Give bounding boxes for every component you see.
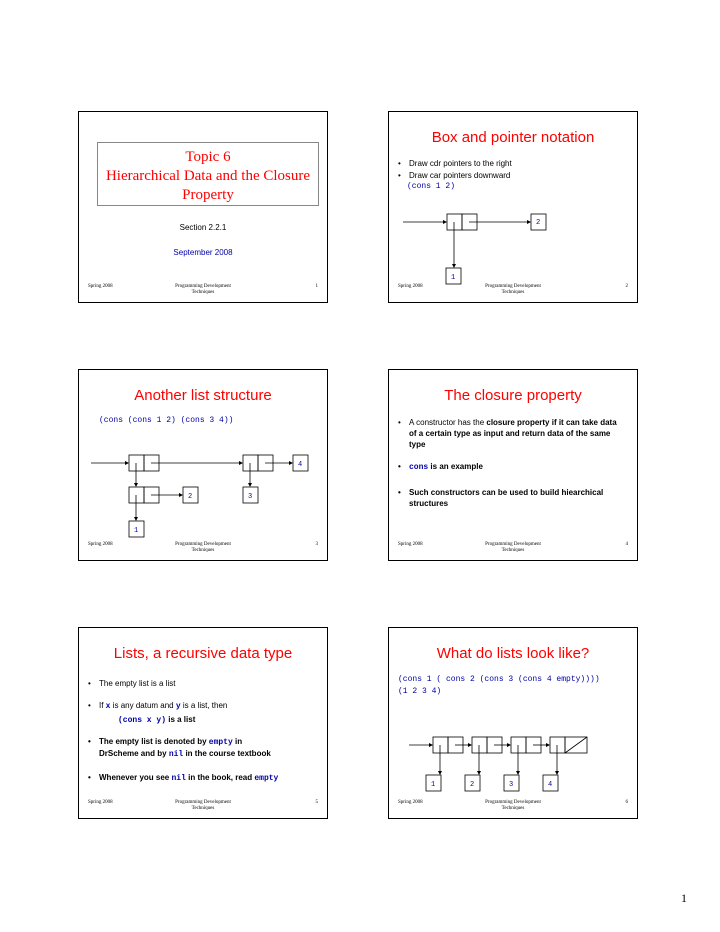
footer-mid-1: Programming Development bbox=[175, 542, 231, 547]
footer-page-number: 5 bbox=[315, 800, 318, 805]
bullet-2 bbox=[398, 461, 626, 473]
footer-mid-2: Techniques bbox=[501, 290, 525, 295]
footer-left: Spring 2008 bbox=[88, 800, 113, 805]
bullet-1-text: Draw cdr pointers to the right bbox=[409, 159, 512, 168]
b3-b: in bbox=[232, 737, 243, 746]
bullet-dot: • bbox=[88, 701, 91, 710]
slide-2 bbox=[388, 111, 638, 303]
bullet-dot: • bbox=[88, 679, 91, 688]
bullet-1-text: The empty list is a list bbox=[99, 679, 176, 688]
footer-page-number: 3 bbox=[315, 542, 318, 547]
b3-code2: nil bbox=[168, 750, 184, 759]
footer-page-number: 1 bbox=[315, 284, 318, 289]
nested-list-diagram bbox=[79, 370, 327, 560]
footer-left: Spring 2008 bbox=[398, 542, 423, 547]
value-2-label: 2 bbox=[188, 493, 193, 501]
slide-5 bbox=[78, 627, 328, 819]
footer-mid-2: Techniques bbox=[191, 290, 215, 295]
b3-a: The empty list is denoted by bbox=[99, 737, 209, 746]
list-value-2: 2 bbox=[470, 781, 475, 789]
footer-mid bbox=[79, 284, 327, 296]
page-number: 1 bbox=[681, 891, 687, 905]
bullet-3 bbox=[88, 736, 318, 760]
bullet-dot: • bbox=[398, 171, 401, 180]
footer-mid-1: Programming Development bbox=[485, 800, 541, 805]
footer-left: Spring 2008 bbox=[88, 542, 113, 547]
footer-page-number: 4 bbox=[625, 542, 628, 547]
list-value-1: 1 bbox=[431, 781, 436, 789]
b4-code2: empty bbox=[254, 774, 279, 783]
b2-c: is a list, then bbox=[180, 701, 228, 710]
footer-mid-2: Techniques bbox=[501, 806, 525, 811]
code-line-2: (1 2 3 4) bbox=[398, 687, 442, 696]
bullet-2-text: is an example bbox=[428, 462, 483, 471]
bullet-3 bbox=[398, 487, 626, 509]
footer-left: Spring 2008 bbox=[398, 284, 423, 289]
footer-page-number: 2 bbox=[625, 284, 628, 289]
footer-mid-1: Programming Development bbox=[175, 284, 231, 289]
b4-code1: nil bbox=[171, 774, 186, 783]
list-value-3: 3 bbox=[509, 781, 514, 789]
code-line: (cons 1 2) bbox=[407, 182, 456, 191]
footer-mid-2: Techniques bbox=[501, 548, 525, 553]
value-3-label: 3 bbox=[248, 493, 253, 501]
bullet-dot: • bbox=[398, 418, 401, 427]
footer-left: Spring 2008 bbox=[88, 284, 113, 289]
b2-code: (cons x y) bbox=[118, 716, 167, 725]
slide-6 bbox=[388, 627, 638, 819]
value-1-label: 1 bbox=[134, 527, 139, 535]
slide-1-title bbox=[97, 148, 319, 205]
bullet-2-text: Draw car pointers downward bbox=[409, 171, 511, 180]
b2-x: x bbox=[105, 702, 111, 711]
value-1-label: 1 bbox=[451, 274, 456, 282]
footer-mid-1: Programming Development bbox=[175, 800, 231, 805]
title-line-3: Property bbox=[182, 187, 234, 203]
b3-c: DrScheme and by bbox=[99, 749, 169, 758]
bullet-1 bbox=[398, 417, 626, 450]
bullet-dot: • bbox=[88, 773, 91, 782]
code-line: (cons (cons 1 2) (cons 3 4)) bbox=[99, 416, 234, 425]
footer-page-number: 6 bbox=[625, 800, 628, 805]
empty-slash bbox=[565, 737, 587, 753]
value-4-label: 4 bbox=[298, 461, 303, 469]
b3-d: in the course textbook bbox=[183, 749, 271, 758]
footer-mid bbox=[389, 284, 637, 296]
footer-mid-2: Techniques bbox=[191, 548, 215, 553]
footer-mid-1: Programming Development bbox=[485, 284, 541, 289]
slide-5-title: Lists, a recursive data type bbox=[113, 645, 293, 662]
bullet-4 bbox=[88, 772, 324, 784]
b3-code1: empty bbox=[208, 738, 233, 747]
slide-4-title: The closure property bbox=[444, 387, 582, 404]
bullet-dot: • bbox=[398, 462, 401, 471]
b4-b: in the book, read bbox=[185, 773, 255, 782]
bullet-dot: • bbox=[398, 488, 401, 497]
footer-left: Spring 2008 bbox=[398, 800, 423, 805]
slide-3-title: Another list structure bbox=[134, 387, 272, 404]
cons-cell-car bbox=[447, 214, 462, 230]
footer-mid bbox=[389, 800, 637, 812]
footer-mid bbox=[79, 800, 327, 812]
b2-y: y bbox=[175, 702, 181, 711]
bullet-dot: • bbox=[398, 159, 401, 168]
list-value-4: 4 bbox=[548, 781, 553, 789]
bullet-1-bold: closure property if it can take data of a certain type as input and return data of the same type bbox=[409, 418, 617, 449]
footer-mid bbox=[79, 542, 327, 554]
title-line-2: Hierarchical Data and the Closure bbox=[105, 168, 311, 184]
b4-a: Whenever you see bbox=[99, 773, 172, 782]
b2-a: If bbox=[99, 701, 106, 710]
bullet-dot: • bbox=[88, 737, 91, 746]
section-label: Section 2.2.1 bbox=[179, 223, 227, 232]
box-pointer-diagram bbox=[389, 112, 637, 302]
date-label: September 2008 bbox=[173, 248, 233, 257]
code-line-1: (cons 1 ( cons 2 (cons 3 (cons 4 empty)))) bbox=[398, 675, 600, 684]
slide-1 bbox=[78, 111, 328, 303]
footer-mid bbox=[389, 542, 637, 554]
footer-mid-1: Programming Development bbox=[485, 542, 541, 547]
slide-2-title: Box and pointer notation bbox=[431, 129, 595, 146]
bullet-2 bbox=[88, 700, 318, 726]
value-2-label: 2 bbox=[536, 219, 541, 227]
b2-b: is any datum and bbox=[110, 701, 176, 710]
list-diagram bbox=[389, 628, 637, 818]
bullet-1-plain: A constructor has the bbox=[409, 418, 487, 427]
title-line-1: Topic 6 bbox=[185, 149, 231, 165]
bullet-2-code: cons bbox=[409, 463, 429, 472]
slide-6-title: What do lists look like? bbox=[436, 645, 590, 662]
bullet-1 bbox=[88, 678, 318, 689]
slide-3 bbox=[78, 369, 328, 561]
slide-4 bbox=[388, 369, 638, 561]
b2-d: is a list bbox=[166, 715, 196, 724]
footer-mid-2: Techniques bbox=[191, 806, 215, 811]
bullet-3-text: Such constructors can be used to build hiearchical structures bbox=[409, 488, 604, 508]
